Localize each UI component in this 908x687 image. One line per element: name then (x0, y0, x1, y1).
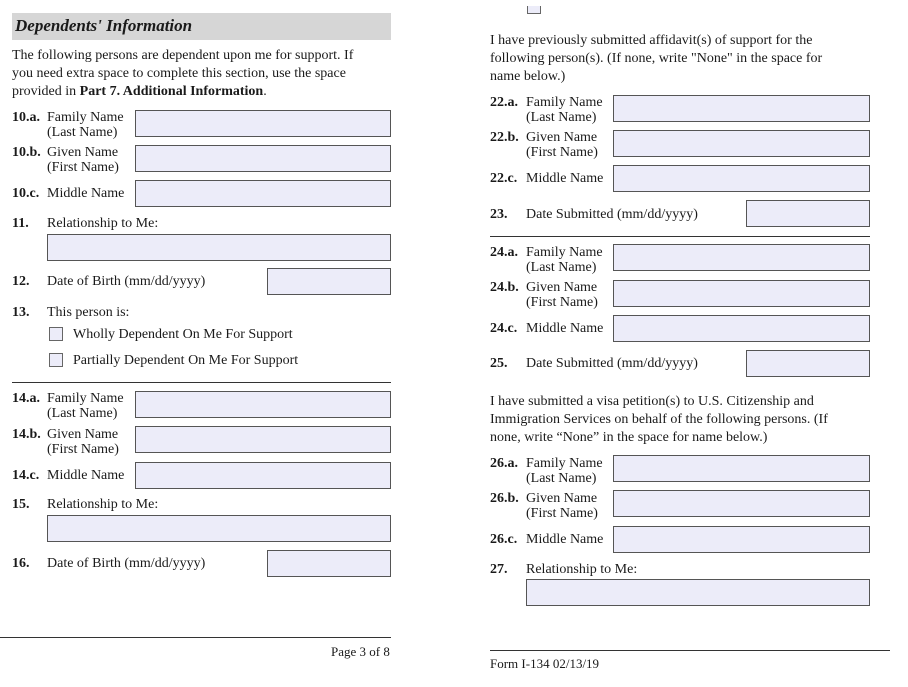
item-number-24c: 24.c. (490, 321, 518, 336)
middle-name-field-24c[interactable] (613, 315, 870, 342)
affidavit-text (490, 32, 822, 86)
label-line: (First Name) (47, 442, 119, 457)
label-given-name-24b (526, 280, 598, 310)
label-line: (Last Name) (47, 125, 118, 140)
item-number-26a: 26.a. (490, 456, 518, 471)
relationship-field-27[interactable] (526, 579, 870, 606)
item-number-22a: 22.a. (490, 95, 518, 110)
label-family-name-26a (526, 456, 603, 486)
label-date-of-birth-12: Date of Birth (mm/dd/yyyy) (47, 274, 206, 289)
label-line: (Last Name) (526, 260, 597, 275)
given-name-field-26b[interactable] (613, 490, 870, 517)
affidavit-line: I have previously submitted affidavit(s) of support for the (490, 33, 813, 48)
label-family-name-24a (526, 245, 603, 275)
section-title: Dependents' Information (15, 16, 193, 35)
given-name-field-24b[interactable] (613, 280, 870, 307)
given-name-field-10b[interactable] (135, 145, 391, 172)
label-relationship-11: Relationship to Me: (47, 216, 159, 231)
label-middle-name-14c: Middle Name (47, 468, 125, 483)
family-name-field-22a[interactable] (613, 95, 870, 122)
family-name-field-24a[interactable] (613, 244, 870, 271)
footer-rule-left (0, 637, 391, 638)
given-name-field-14b[interactable] (135, 426, 391, 453)
label-line: Family Name (47, 110, 124, 125)
item-number-14a: 14.a. (12, 391, 40, 406)
middle-name-field-10c[interactable] (135, 180, 391, 207)
affidavit-line: following person(s). (If none, write "None" in the space for (490, 51, 823, 66)
label-middle-name-26c: Middle Name (526, 532, 604, 547)
intro-line (12, 83, 353, 101)
section-divider (12, 382, 391, 383)
label-middle-name-10c: Middle Name (47, 186, 125, 201)
label-family-name-22a (526, 95, 603, 125)
section-divider (490, 236, 870, 237)
item-number-11: 11. (12, 216, 29, 231)
label-date-submitted-25: Date Submitted (mm/dd/yyyy) (526, 356, 698, 371)
item-number-13: 13. (12, 305, 30, 320)
relationship-field-15[interactable] (47, 515, 391, 542)
item-number-10c: 10.c. (12, 186, 40, 201)
label-given-name-26b (526, 491, 598, 521)
item-number-10b: 10.b. (12, 145, 41, 160)
label-line: (Last Name) (526, 110, 597, 125)
intro-line: The following persons are dependent upon me for support. If (12, 48, 354, 63)
label-family-name-14a (47, 391, 124, 421)
label-given-name-22b (526, 130, 598, 160)
item-number-23: 23. (490, 207, 508, 222)
label-line: Family Name (47, 391, 124, 406)
intro-part-ref: Part 7. Additional Information (79, 84, 264, 99)
label-line: Family Name (526, 456, 603, 471)
item-number-26c: 26.c. (490, 532, 518, 547)
label-line: Given Name (526, 491, 598, 506)
label-relationship-15: Relationship to Me: (47, 497, 159, 512)
label-middle-name-24c: Middle Name (526, 321, 604, 336)
footer-rule-right (490, 650, 890, 651)
label-middle-name-22c: Middle Name (526, 171, 604, 186)
date-of-birth-field-12[interactable] (267, 268, 391, 295)
item-number-24b: 24.b. (490, 280, 519, 295)
item-number-24a: 24.a. (490, 245, 518, 260)
label-line: Given Name (526, 130, 598, 145)
middle-name-field-26c[interactable] (613, 526, 870, 553)
label-line: Given Name (526, 280, 598, 295)
label-date-submitted-23: Date Submitted (mm/dd/yyyy) (526, 207, 698, 222)
family-name-field-14a[interactable] (135, 391, 391, 418)
family-name-field-26a[interactable] (613, 455, 870, 482)
item-number-27: 27. (490, 562, 508, 577)
label-this-person-is-13: This person is: (47, 305, 130, 320)
middle-name-field-14c[interactable] (135, 462, 391, 489)
intro-suffix: . (263, 84, 267, 99)
visa-line: I have submitted a visa petition(s) to U.S. Citizenship and (490, 394, 814, 409)
label-line: Family Name (526, 95, 603, 110)
partially-dependent-checkbox[interactable] (49, 353, 63, 367)
label-given-name-10b (47, 145, 119, 175)
wholly-dependent-checkbox[interactable] (49, 327, 63, 341)
label-family-name-10a (47, 110, 124, 140)
family-name-field-10a[interactable] (135, 110, 391, 137)
middle-name-field-22c[interactable] (613, 165, 870, 192)
intro-line: you need extra space to complete this section, use the space (12, 66, 346, 81)
date-submitted-field-23[interactable] (746, 200, 870, 227)
item-number-12: 12. (12, 274, 30, 289)
page-number: Page 3 of 8 (331, 644, 390, 659)
label-line: (First Name) (47, 160, 119, 175)
date-submitted-field-25[interactable] (746, 350, 870, 377)
wholly-dependent-label: Wholly Dependent On Me For Support (73, 327, 293, 342)
label-line: (Last Name) (47, 406, 118, 421)
visa-line: none, write “None” in the space for name below.) (490, 430, 768, 445)
item-number-22c: 22.c. (490, 171, 518, 186)
item-number-14c: 14.c. (12, 468, 40, 483)
item-number-15: 15. (12, 497, 30, 512)
affidavit-line: name below.) (490, 69, 566, 84)
label-line: (First Name) (526, 145, 598, 160)
visa-petition-text (490, 393, 828, 447)
intro-prefix: provided in (12, 84, 80, 99)
label-line: (First Name) (526, 295, 598, 310)
item-number-26b: 26.b. (490, 491, 519, 506)
clipped-checkbox[interactable] (527, 6, 541, 14)
intro-text (12, 47, 353, 101)
form-identifier: Form I-134 02/13/19 (490, 656, 600, 671)
label-relationship-27: Relationship to Me: (526, 562, 638, 577)
relationship-field-11[interactable] (47, 234, 391, 261)
date-of-birth-field-16[interactable] (267, 550, 391, 577)
label-line: Given Name (47, 427, 119, 442)
label-given-name-14b (47, 427, 119, 457)
label-line: Family Name (526, 245, 603, 260)
item-number-22b: 22.b. (490, 130, 519, 145)
visa-line: Immigration Services on behalf of the following persons. (If (490, 412, 828, 427)
section-header (12, 13, 391, 40)
label-date-of-birth-16: Date of Birth (mm/dd/yyyy) (47, 556, 206, 571)
label-line: (Last Name) (526, 471, 597, 486)
item-number-10a: 10.a. (12, 110, 40, 125)
label-line: Given Name (47, 145, 119, 160)
item-number-14b: 14.b. (12, 427, 41, 442)
partially-dependent-label: Partially Dependent On Me For Support (73, 353, 299, 368)
label-line: (First Name) (526, 506, 598, 521)
item-number-25: 25. (490, 356, 508, 371)
given-name-field-22b[interactable] (613, 130, 870, 157)
item-number-16: 16. (12, 556, 30, 571)
